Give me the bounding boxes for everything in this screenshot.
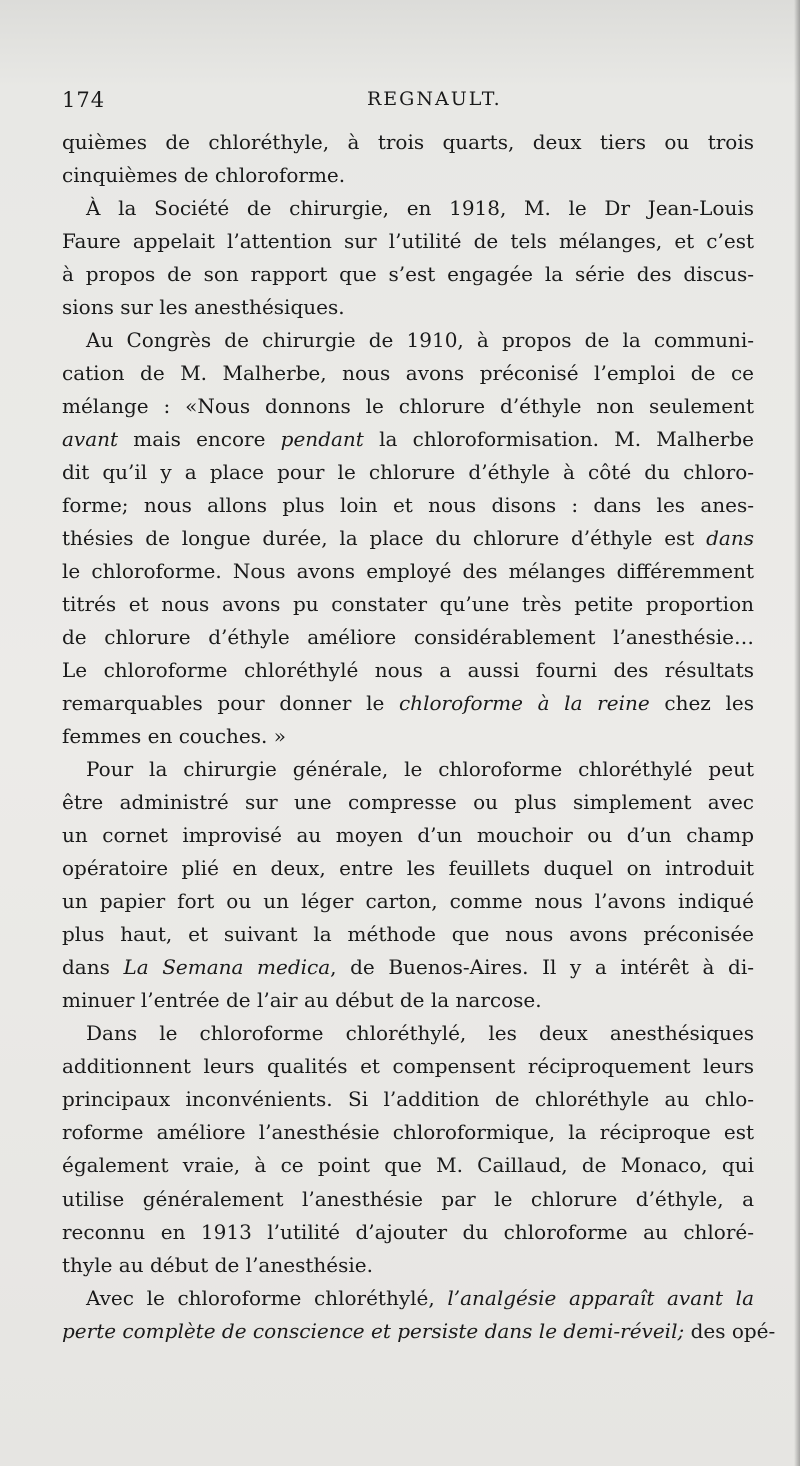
text-line	[62, 423, 754, 456]
italic-segment: dans	[706, 526, 754, 551]
page-edge-shadow	[794, 0, 800, 1466]
text-line: quièmes de chloréthyle, à trois quarts, deux tiers ou trois	[62, 130, 754, 154]
text-line: un papier fort ou un léger carton, comme nous l’avons indiqué	[62, 889, 754, 914]
text-line: à propos de son rapport que s’est engagée la série des discus-	[62, 262, 754, 287]
text-line: Pour la chirurgie générale, le chloroforme chloréthylé peut	[86, 757, 754, 782]
text-segment: la chloroformisation. M. Malherbe	[363, 427, 755, 452]
text-segment: thésies de longue durée, la place du chlorure d’éthyle est	[62, 526, 707, 551]
italic-segment: l’analgésie apparaît avant la	[447, 1285, 755, 1310]
text-line: roforme améliore l’anesthésie chloroformique, la réciproque est	[62, 1120, 754, 1145]
text-line: additionnent leurs qualités et compensent réciproquement leurs	[62, 1054, 754, 1079]
body-text	[62, 126, 776, 1348]
text-segment: chez les	[649, 691, 755, 716]
text-line	[62, 1315, 776, 1348]
text-line: sions sur les anesthésiques.	[62, 295, 345, 320]
text-line	[62, 522, 754, 555]
text-line: Dans le chloroforme chloréthylé, les deux anesthésiques	[86, 1021, 754, 1046]
text-line: femmes en couches. »	[62, 724, 286, 749]
italic-segment: La Semana medica	[123, 955, 331, 980]
page-header	[62, 88, 738, 116]
text-line: Faure appelait l’attention sur l’utilité de tels mélanges, et c’est	[62, 229, 754, 254]
text-line: forme; nous allons plus loin et nous disons : dans les anes-	[62, 493, 754, 518]
text-line	[62, 687, 754, 720]
text-line: À la Société de chirurgie, en 1918, M. le Dr Jean-Louis	[86, 196, 754, 221]
text-segment: des opé-	[684, 1318, 776, 1343]
text-segment: , de Buenos-Aires. Il y a intérêt à di-	[330, 955, 754, 980]
italic-segment: pendant	[280, 427, 364, 452]
text-segment: remarquables pour donner le	[62, 691, 399, 716]
text-line: principaux inconvénients. Si l’addition de chloréthyle au chlo-	[62, 1087, 754, 1112]
text-line: Au Congrès de chirurgie de 1910, à propos de la communi-	[86, 328, 754, 353]
text-line: mélange : «Nous donnons le chlorure d’éthyle non seulement	[62, 394, 754, 419]
text-line: un cornet improvisé au moyen d’un mouchoir ou d’un champ	[62, 823, 754, 848]
page-number: 174	[62, 88, 106, 112]
text-line: Le chloroforme chloréthylé nous a aussi fourni des résultats	[62, 658, 754, 683]
italic-segment: avant	[62, 427, 119, 452]
text-line: cation de M. Malherbe, nous avons préconisé l’emploi de ce	[62, 361, 754, 386]
text-line: reconnu en 1913 l’utilité d’ajouter du chloroforme au chloré-	[62, 1219, 754, 1244]
text-line: de chlorure d’éthyle améliore considérablement l’anesthésie…	[62, 625, 754, 650]
italic-segment: chloroforme à la reine	[398, 691, 650, 716]
text-segment: dans	[62, 955, 124, 980]
text-line	[62, 951, 754, 984]
running-head: REGNAULT.	[367, 88, 502, 110]
text-line: plus haut, et suivant la méthode que nous avons préconisée	[62, 922, 754, 947]
text-segment: Avec le chloroforme chloréthylé,	[86, 1285, 448, 1310]
text-line: minuer l’entrée de l’air au début de la narcose.	[62, 988, 542, 1013]
text-segment: mais encore	[118, 427, 281, 452]
text-line: le chloroforme. Nous avons employé des mélanges différemment	[62, 559, 754, 584]
text-line: être administré sur une compresse ou plus simplement avec	[62, 790, 754, 815]
italic-segment: perte complète de conscience et persiste dans le demi-réveil;	[62, 1318, 685, 1343]
text-line: dit qu’il y a place pour le chlorure d’éthyle à côté du chloro-	[62, 460, 754, 485]
text-line: également vraie, à ce point que M. Caillaud, de Monaco, qui	[62, 1153, 754, 1178]
text-line: cinquièmes de chloroforme.	[62, 163, 346, 188]
text-line: opératoire plié en deux, entre les feuillets duquel on introduit	[62, 856, 754, 881]
text-line	[62, 1282, 754, 1315]
text-line: titrés et nous avons pu constater qu’une très petite proportion	[62, 592, 754, 617]
text-line: thyle au début de l’anesthésie.	[62, 1252, 373, 1277]
text-line: utilise généralement l’anesthésie par le chlorure d’éthyle, a	[62, 1186, 754, 1211]
